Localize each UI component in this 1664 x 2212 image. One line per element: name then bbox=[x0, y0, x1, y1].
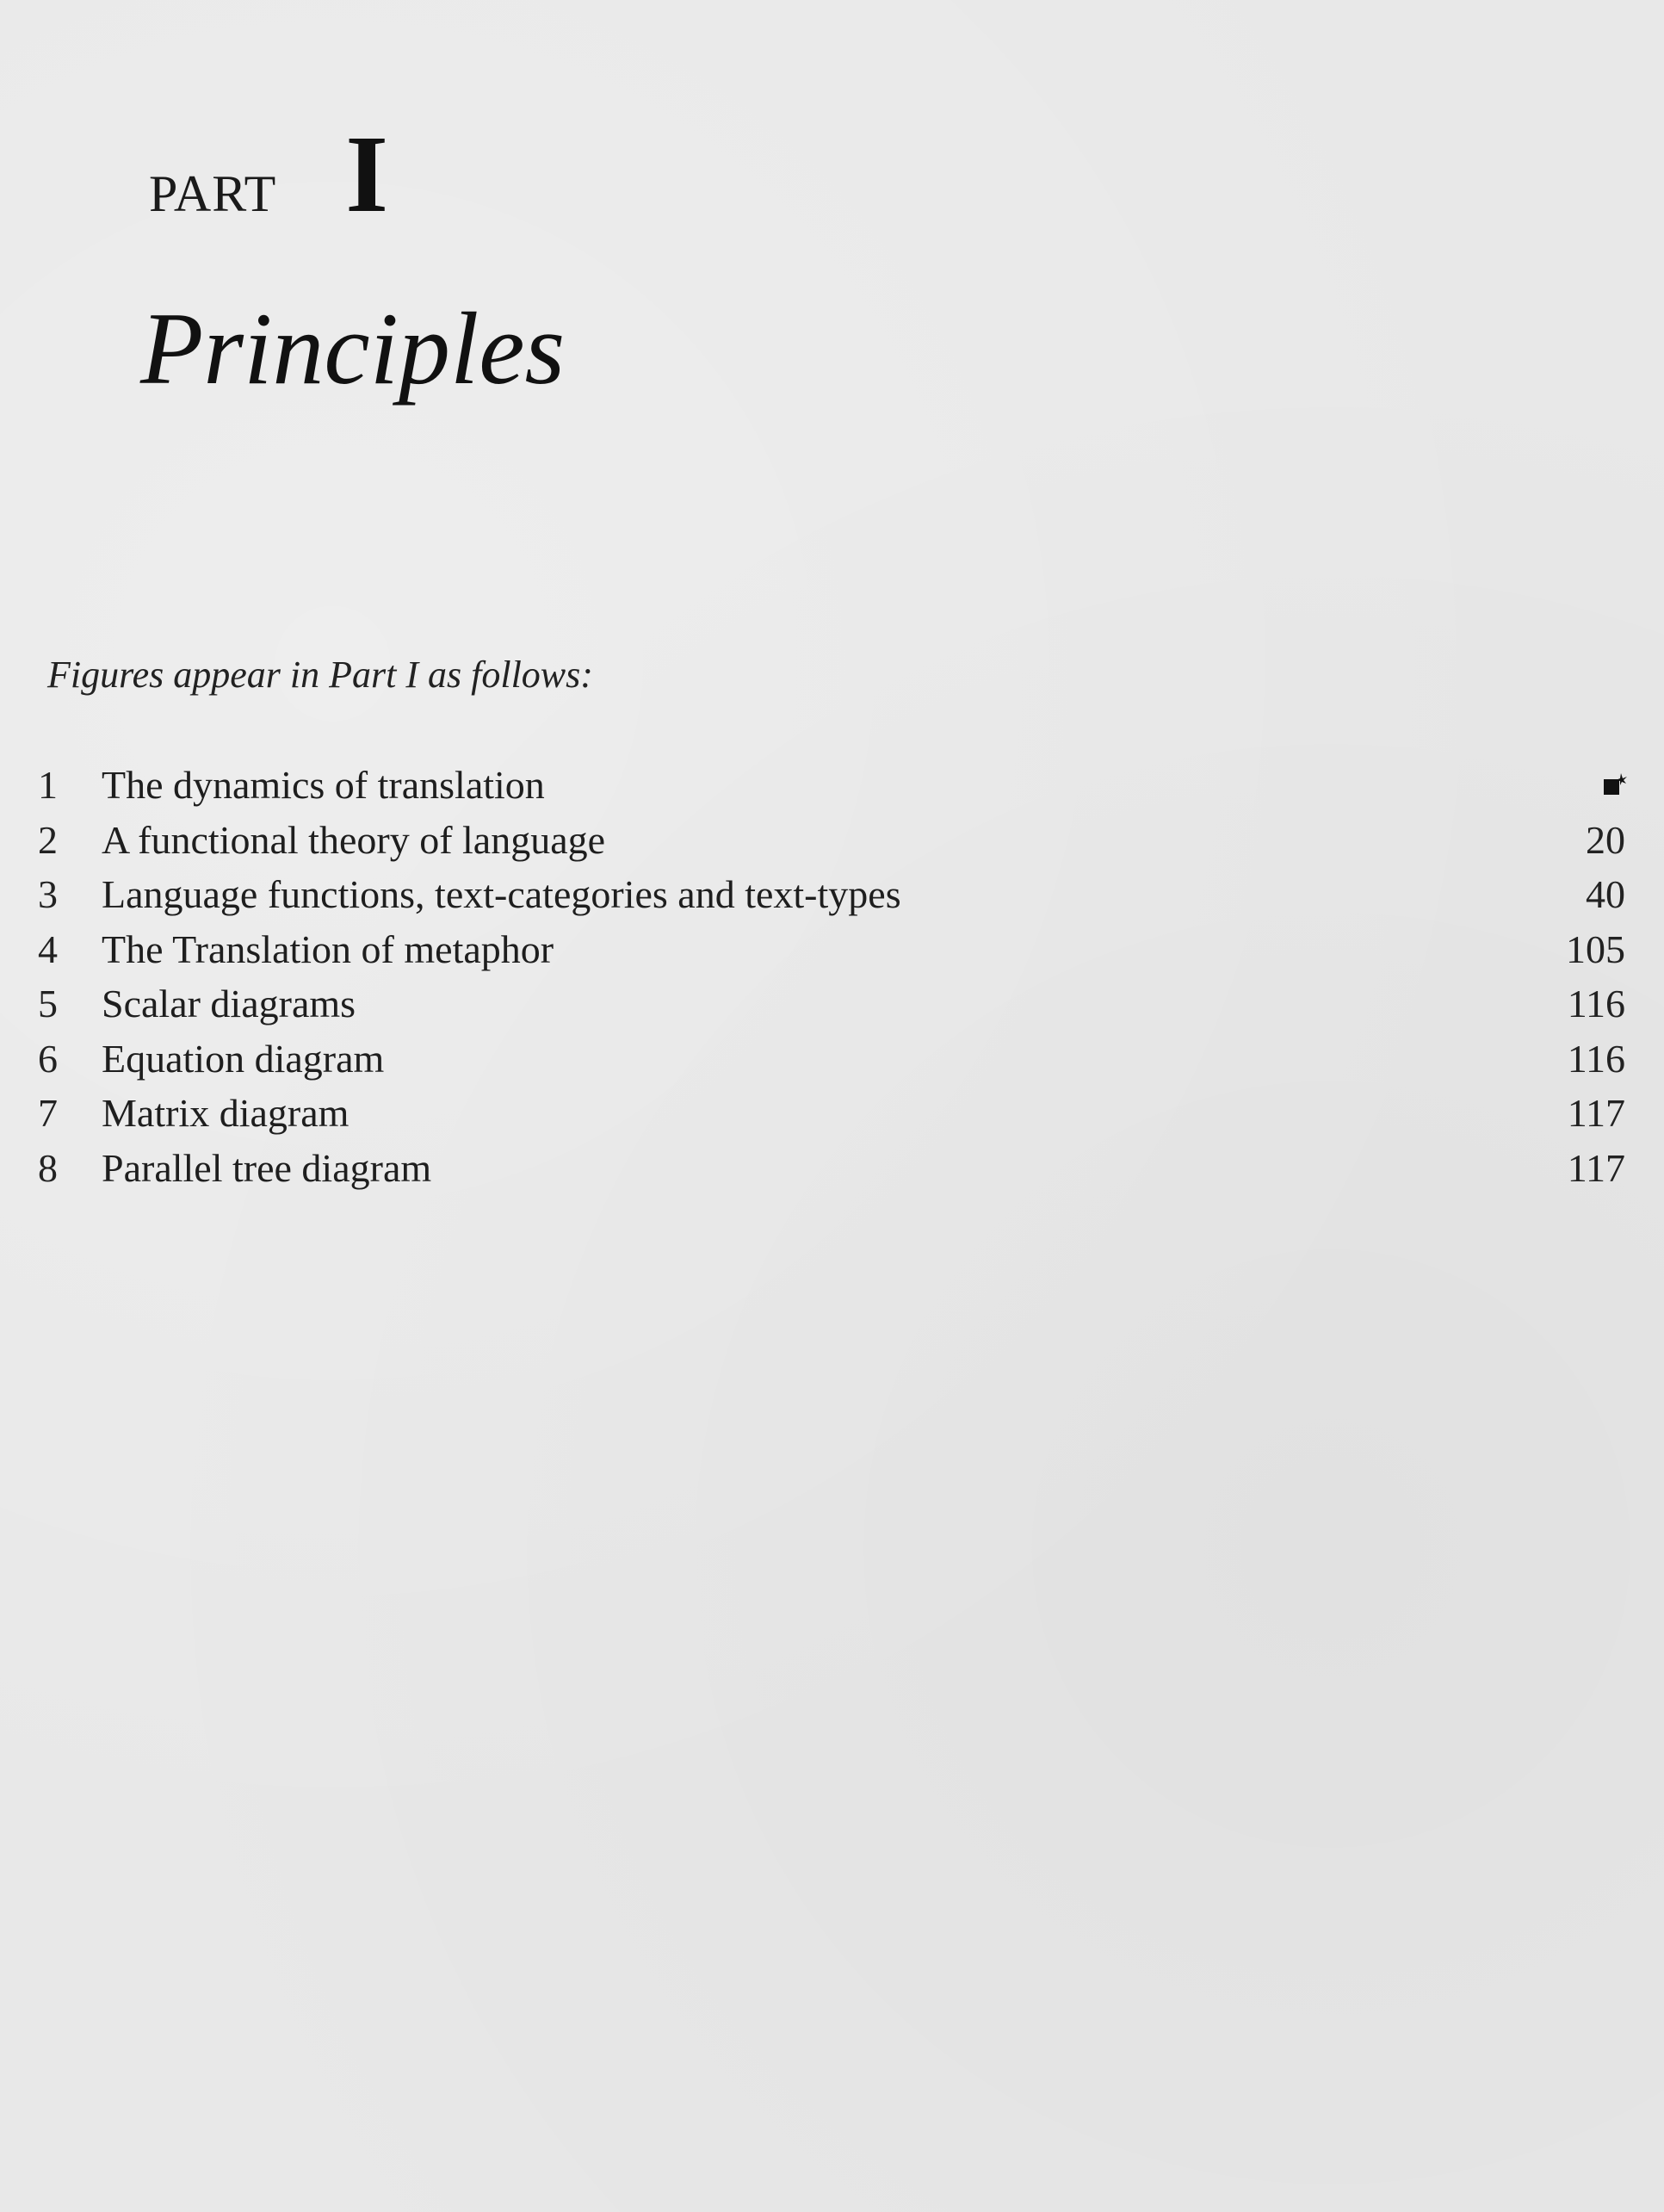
figure-number: 3 bbox=[38, 872, 58, 916]
figure-title: Scalar diagrams bbox=[102, 982, 356, 1025]
part-title: Principles bbox=[140, 291, 566, 406]
figure-title: Parallel tree diagram bbox=[102, 1145, 432, 1190]
figure-page-number: 40 bbox=[1586, 872, 1625, 916]
figure-number: 1 bbox=[38, 763, 58, 807]
figure-number: 5 bbox=[38, 982, 58, 1025]
smudged-mark-icon bbox=[1602, 771, 1628, 797]
figures-intro: Figures appear in Part I as follows: bbox=[47, 654, 593, 696]
figure-title: Matrix diagram bbox=[102, 1091, 350, 1135]
figure-number: 6 bbox=[38, 1036, 58, 1081]
figure-page-number: 20 bbox=[1586, 817, 1625, 862]
figure-page-number: 117 bbox=[1567, 1091, 1625, 1135]
figure-number: 8 bbox=[38, 1145, 58, 1190]
figure-list bbox=[0, 758, 1664, 1195]
figure-row bbox=[0, 758, 1664, 813]
figure-title: The Translation of metaphor bbox=[102, 926, 554, 971]
figure-row bbox=[0, 922, 1664, 977]
figure-title: The dynamics of translation bbox=[102, 763, 545, 807]
figure-row bbox=[0, 1086, 1664, 1141]
figure-page-number: 116 bbox=[1567, 1036, 1625, 1081]
figure-number: 4 bbox=[38, 926, 58, 971]
figure-number: 7 bbox=[38, 1091, 58, 1135]
figure-page-number: 117 bbox=[1567, 1145, 1625, 1190]
figure-title: A functional theory of language bbox=[102, 817, 606, 862]
figure-page-number: 116 bbox=[1567, 982, 1625, 1025]
figure-row bbox=[0, 1141, 1664, 1196]
figure-row bbox=[0, 1032, 1664, 1087]
figure-row bbox=[0, 813, 1664, 868]
figure-title: Equation diagram bbox=[102, 1036, 385, 1081]
figure-page-number: 105 bbox=[1566, 926, 1625, 971]
figure-row bbox=[0, 867, 1664, 922]
part-numeral: I bbox=[345, 113, 389, 235]
figure-number: 2 bbox=[38, 817, 58, 862]
part-heading bbox=[149, 113, 389, 235]
figure-title: Language functions, text-categories and text-types bbox=[102, 872, 901, 916]
part-label: PART bbox=[149, 165, 277, 222]
figure-row bbox=[0, 976, 1664, 1032]
